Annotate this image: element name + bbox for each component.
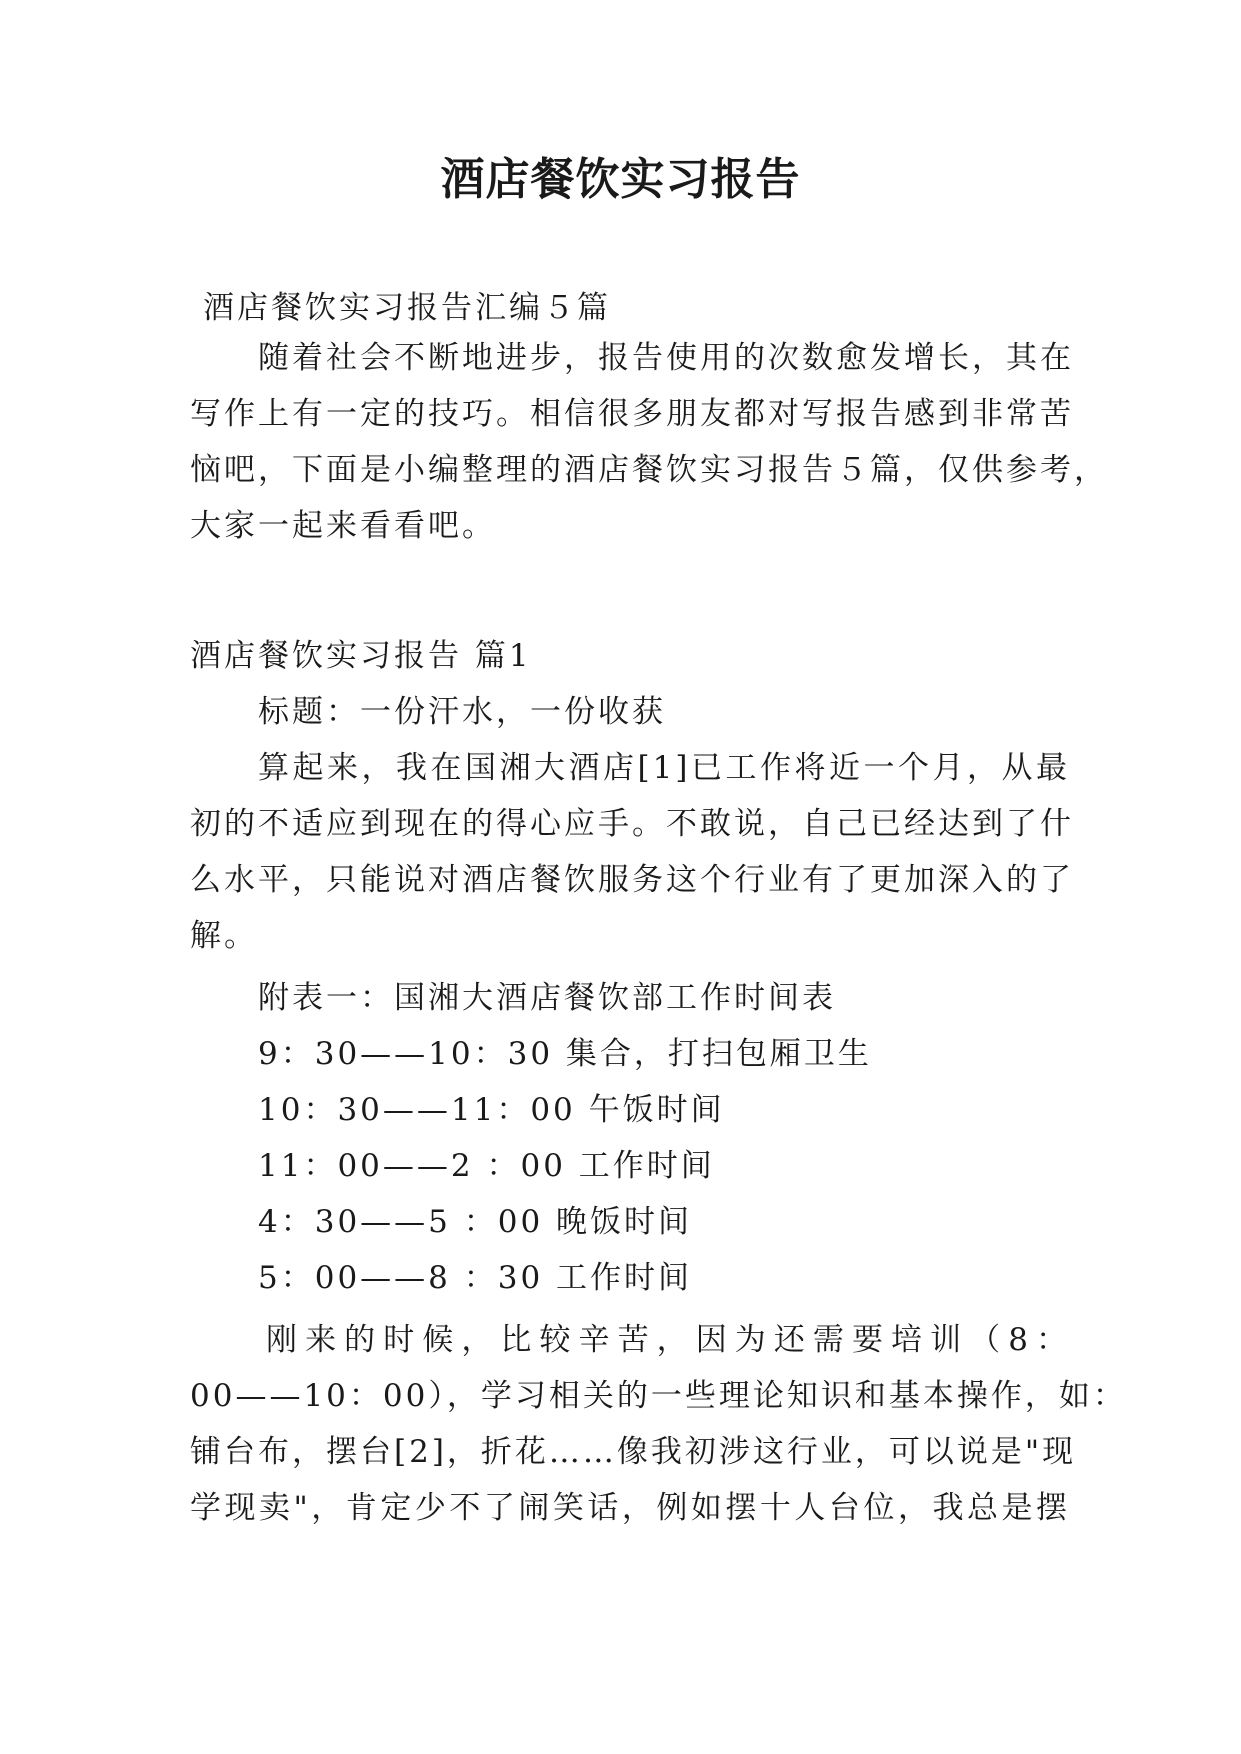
- section-title-line: 标题：一份汗水，一份收获: [258, 694, 666, 730]
- paragraph-line: 刚来的时候，比较辛苦，因为还需要培训（8：: [266, 1322, 1070, 1358]
- table-caption: 附表一：国湘大酒店餐饮部工作时间表: [258, 980, 836, 1016]
- schedule-row: 4：30——5 ：00 晚饭时间: [258, 1204, 693, 1240]
- paragraph-line: 00——10：00），学习相关的一些理论知识和基本操作，如：: [190, 1378, 1127, 1414]
- document-title: 酒店餐饮实习报告: [440, 154, 801, 205]
- paragraph-line: 学现卖"，肯定少不了闹笑话，例如摆十人台位，我总是摆: [190, 1490, 1070, 1526]
- intro-line: 恼吧，下面是小编整理的酒店餐饮实习报告５篇，仅供参考，: [190, 452, 1108, 488]
- section-heading: 酒店餐饮实习报告 篇1: [190, 638, 532, 674]
- paragraph-line: 算起来，我在国湘大酒店[1]已工作将近一个月，从最: [258, 750, 1070, 786]
- paragraph-line: 初的不适应到现在的得心应手。不敢说，自己已经达到了什: [190, 806, 1074, 842]
- paragraph-line: 解。: [190, 918, 258, 954]
- schedule-row: 5：00——8 ：30 工作时间: [258, 1260, 693, 1296]
- intro-line: 写作上有一定的技巧。相信很多朋友都对写报告感到非常苦: [190, 396, 1074, 432]
- document-subtitle: 酒店餐饮实习报告汇编５篇: [203, 290, 611, 326]
- intro-line: 随着社会不断地进步，报告使用的次数愈发增长，其在: [258, 340, 1074, 376]
- intro-line: 大家一起来看看吧。: [190, 508, 496, 544]
- paragraph-line: 铺台布，摆台[2]，折花……像我初涉这行业，可以说是"现: [190, 1434, 1077, 1470]
- schedule-row: 9：30——10：30 集合，打扫包厢卫生: [258, 1036, 872, 1072]
- schedule-row: 10：30——11：00 午饭时间: [258, 1092, 725, 1128]
- paragraph-line: 么水平，只能说对酒店餐饮服务这个行业有了更加深入的了: [190, 862, 1074, 898]
- schedule-row: 11：00——2 ：00 工作时间: [258, 1148, 715, 1184]
